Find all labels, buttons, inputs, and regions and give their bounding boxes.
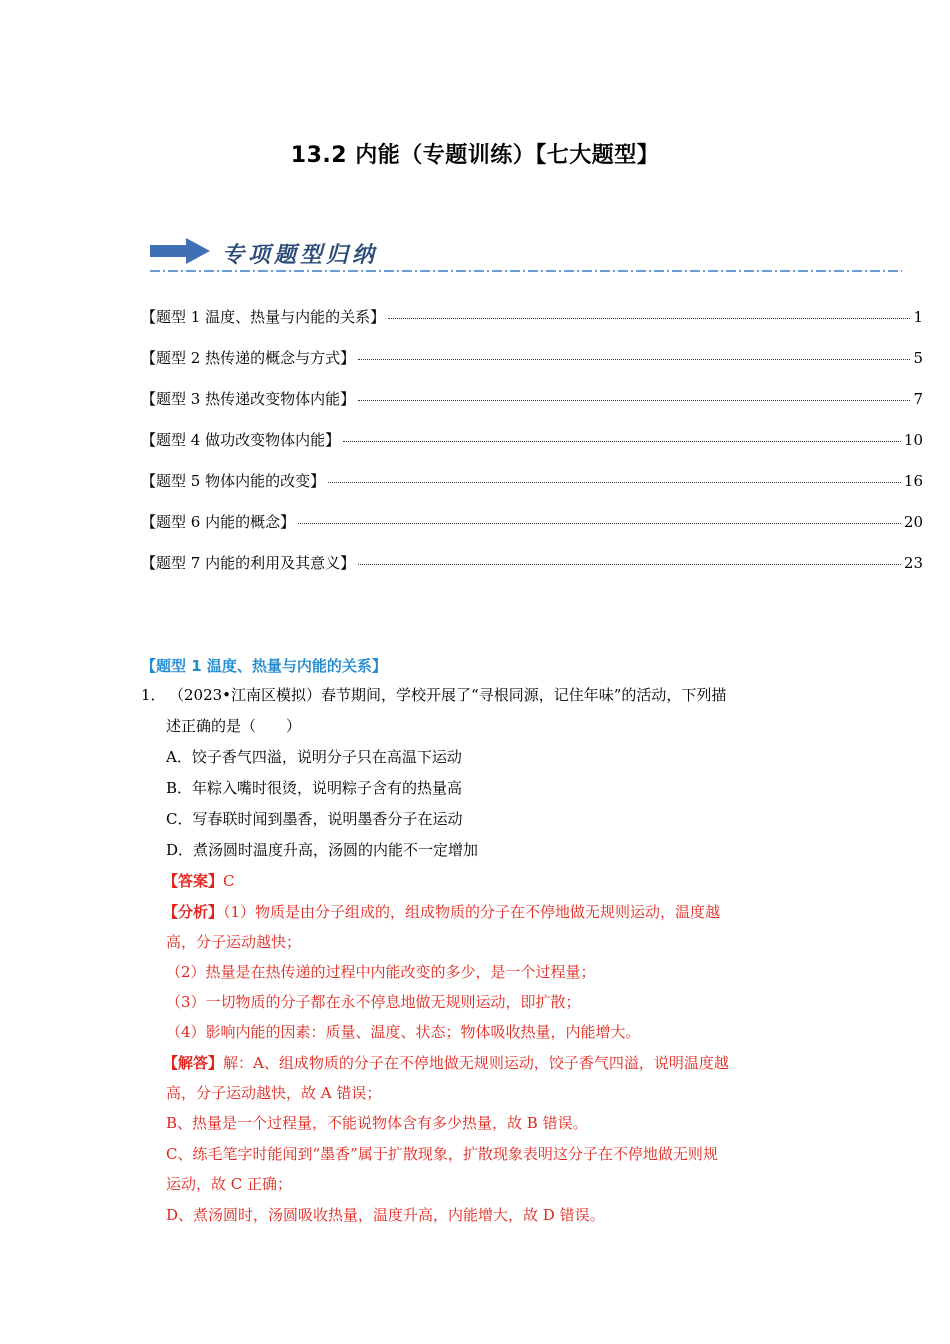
answer-tag: 【答案】 [163,872,224,890]
toc-item[interactable] [141,306,923,347]
analysis-text: （3）一切物质的分子都在永不停息地做无规则运动，即扩散； [166,993,581,1011]
option-b: B．年粽入嘴时很烫，说明粽子含有的热量高 [166,779,463,797]
answer-value: C [223,872,235,890]
solution-text: C、练毛笔字时能闻到“墨香”属于扩散现象，扩散现象表明这分子在不停地做无则规 [166,1145,718,1163]
analysis-text: （1）物质是由分子组成的，组成物质的分子在不停地做无规则运动，温度越 [223,903,721,921]
question-stem: （2023•江南区模拟）春节期间，学校开展了“寻根同源，记住年味”的活动，下列描 [169,686,727,704]
toc-label: 【题型 4 做功改变物体内能】 [141,431,341,449]
analysis-text: （2）热量是在热传递的过程中内能改变的多少，是一个过程量； [166,963,596,981]
option-a: A．饺子香气四溢，说明分子只在高温下运动 [166,748,462,766]
toc-page: 16 [903,472,923,490]
solution-text: 解：A、组成物质的分子在不停地做无规则运动，饺子香气四溢，说明温度越 [223,1054,729,1072]
solution-tag: 【解答】 [163,1054,224,1072]
toc-label: 【题型 7 内能的利用及其意义】 [141,554,356,572]
toc-leader [358,359,910,360]
solution-line [163,1052,729,1073]
analysis-tag: 【分析】 [163,903,224,921]
banner-divider [150,268,902,274]
toc-leader [358,400,910,401]
toc-item[interactable] [141,429,923,470]
solution-text: 运动，故 C 正确； [166,1175,293,1193]
solution-text: 高，分子运动越快，故 A 错误； [166,1084,382,1102]
toc-leader [388,318,910,319]
toc-page: 10 [903,431,923,449]
option-c: C．写春联时闻到墨香，说明墨香分子在运动 [166,810,463,828]
toc-page: 23 [903,554,923,572]
toc-leader [358,564,901,565]
analysis-text: （4）影响内能的因素：质量、温度、状态；物体吸收热量，内能增大。 [166,1023,641,1041]
banner-heading: 专项题型归纳 [222,243,379,268]
toc-label: 【题型 6 内能的概念】 [141,513,296,531]
toc-label: 【题型 5 物体内能的改变】 [141,472,326,490]
table-of-contents [141,306,923,593]
page-title: 13.2 内能（专题训练）【七大题型】 [290,143,660,168]
analysis-line [163,901,720,922]
toc-item[interactable] [141,347,923,388]
section-banner [150,236,902,276]
toc-label: 【题型 3 热传递改变物体内能】 [141,390,356,408]
answer-line [163,870,235,891]
analysis-text: 高，分子运动越快； [166,933,302,951]
toc-label: 【题型 1 温度、热量与内能的关系】 [141,308,386,326]
option-d: D．煮汤圆时温度升高，汤圆的内能不一定增加 [166,841,479,859]
toc-leader [343,441,901,442]
question-stem-cont: 述正确的是（ ） [166,717,302,735]
solution-text: D、煮汤圆时，汤圆吸收热量，温度升高，内能增大，故 D 错误。 [166,1206,605,1224]
section-heading: 【题型 1 温度、热量与内能的关系】 [141,657,387,675]
toc-item[interactable] [141,388,923,429]
toc-item[interactable] [141,511,923,552]
toc-label: 【题型 2 热传递的概念与方式】 [141,349,356,367]
right-arrow-icon [150,236,212,266]
toc-page: 7 [913,390,923,408]
toc-page: 5 [913,349,923,367]
toc-item[interactable] [141,470,923,511]
toc-page: 1 [913,308,923,326]
toc-item[interactable] [141,552,923,593]
toc-leader [328,482,901,483]
toc-leader [298,523,901,524]
toc-page: 20 [903,513,923,531]
question-number: 1． [141,686,166,704]
solution-text: B、热量是一个过程量，不能说物体含有多少热量，故 B 错误。 [166,1114,588,1132]
